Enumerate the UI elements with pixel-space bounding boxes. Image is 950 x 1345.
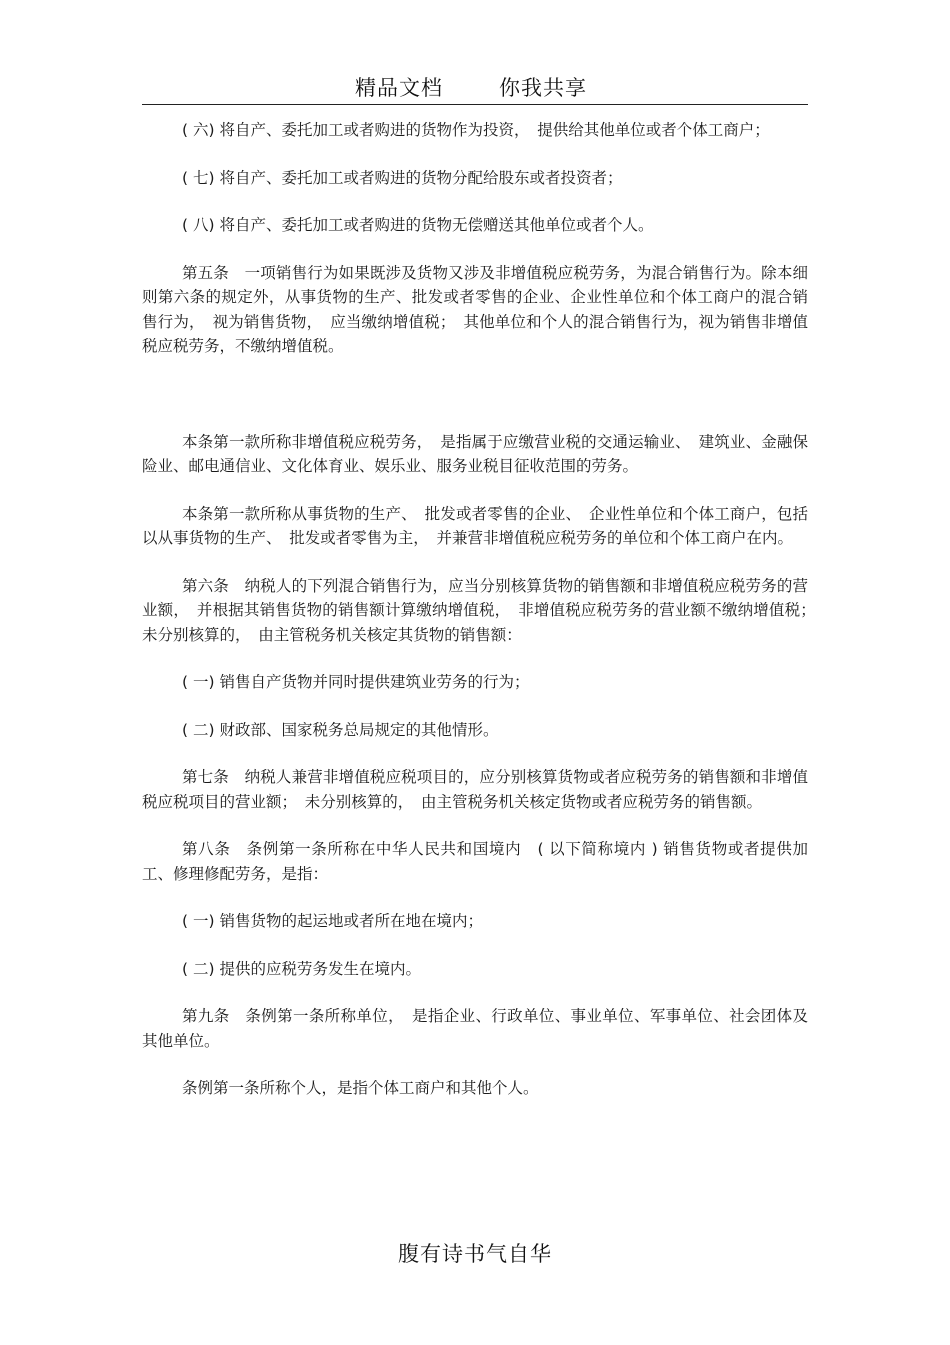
paragraph-article-9-clause-2: 条例第一条所称个人，是指个体工商户和其他个人。 — [182, 1079, 539, 1097]
header-left-text: 精品文档 — [355, 76, 443, 100]
paragraph-item-6: ( 六) 将自产、委托加工或者购进的货物作为投资， 提供给其他单位或者个体工商户； — [182, 121, 770, 139]
paragraph-article-8-item-1: ( 一) 销售货物的起运地或者所在地在境内； — [182, 912, 483, 930]
paragraph-article-5: 第五条 一项销售行为如果既涉及货物又涉及非增值税应税劳务，为混合销售行为。除本细则第六条的规定外，从事货物的生产、批发或者零售的企业、企业性单位和个体工商户的混合销售行为， 视为销售货物， 应当缴纳增值税； 其他单位和个人的混合销售行为，视为销售非增值税应税劳务，不缴纳增值税。 — [142, 263, 808, 355]
document-body — [142, 118, 824, 1101]
paragraph-article-9: 第九条 条例第一条所称单位， 是指企业、行政单位、事业单位、军事单位、社会团体及其他单位。 — [142, 1007, 808, 1050]
paragraph-article-8-item-2: ( 二) 提供的应税劳务发生在境内。 — [182, 959, 421, 978]
paragraph-article-7: 第七条 纳税人兼营非增值税应税项目的，应分别核算货物或者应税劳务的销售额和非增值税应税项目的营业额； 未分别核算的， 由主管税务机关核定货物或者应税劳务的销售额。 — [142, 768, 808, 811]
paragraph-article-8: 第八条 条例第一条所称在中华人民共和国境内 ( 以下简称境内 ) 销售货物或者提供加工、修理修配劳务，是指： — [142, 840, 808, 883]
page-header — [142, 70, 808, 105]
paragraph-item-8: ( 八) 将自产、委托加工或者购进的货物无偿赠送其他单位或者个人。 — [182, 216, 654, 234]
paragraph-item-7: ( 七) 将自产、委托加工或者购进的货物分配给股东或者投资者； — [182, 168, 623, 187]
paragraph-article-6: 第六条 纳税人的下列混合销售行为，应当分别核算货物的销售额和非增值税应税劳务的营业额， 并根据其销售货物的销售额计算缴纳增值税， 非增值税应税劳务的营业额不缴纳增值税； 未分别核算的， 由主管税务机关核定其货物的销售额： — [142, 576, 824, 644]
header-right-text: 你我共享 — [499, 76, 587, 100]
paragraph-article-6-item-1: ( 一) 销售自产货物并同时提供建筑业劳务的行为； — [182, 673, 530, 691]
paragraph-article-5-clause-2: 本条第一款所称非增值税应税劳务， 是指属于应缴营业税的交通运输业、 建筑业、金融保险业、邮电通信业、文化体育业、娱乐业、服务业税目征收范围的劳务。 — [142, 432, 808, 475]
paragraph-article-6-item-2: ( 二) 财政部、国家税务总局规定的其他情形。 — [182, 720, 499, 739]
paragraph-article-5-clause-3: 本条第一款所称从事货物的生产、 批发或者零售的企业、 企业性单位和个体工商户，包括以从事货物的生产、 批发或者零售为主， 并兼营非增值税应税劳务的单位和个体工商户在内。 — [142, 504, 808, 547]
page-footer: 腹有诗书气自华 — [398, 1242, 552, 1266]
